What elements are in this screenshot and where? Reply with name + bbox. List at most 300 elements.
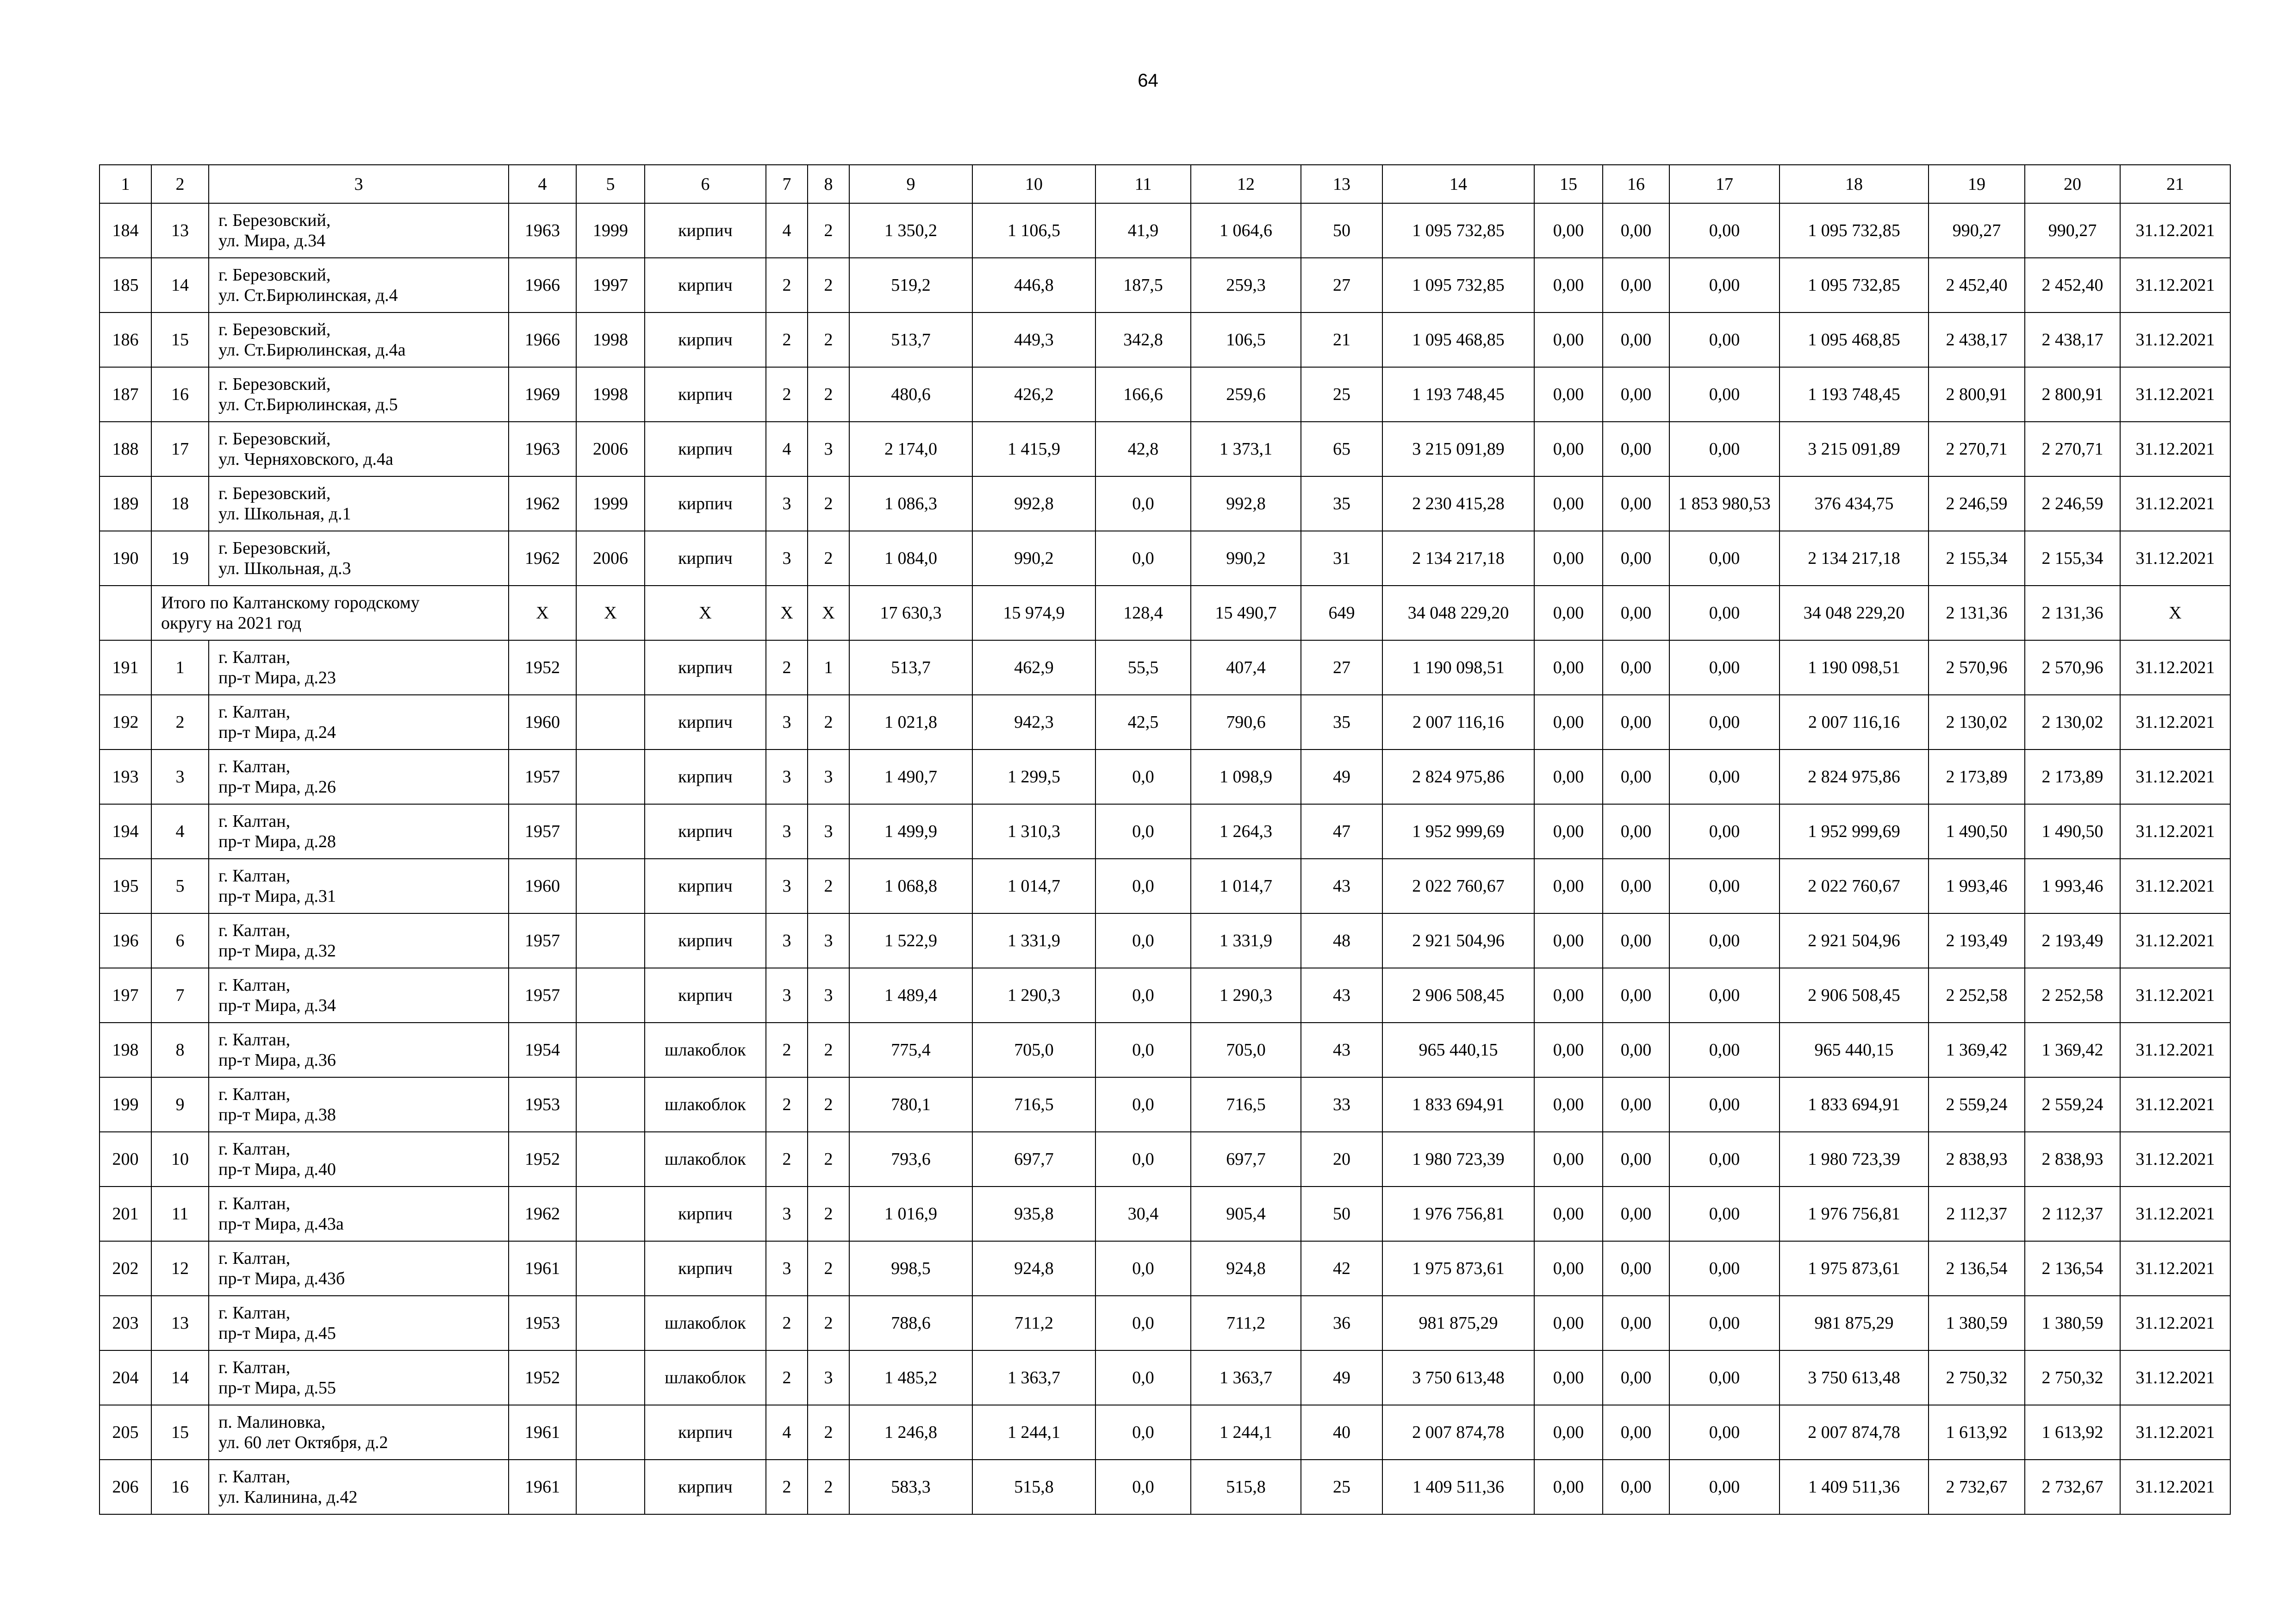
address-street: пр-т Мира, д.36 <box>218 1050 336 1070</box>
address-locality: г. Калтан, <box>218 1085 291 1104</box>
address-street: ул. Ст.Бирюлинская, д.4а <box>218 340 406 360</box>
address-street: ул. Школьная, д.3 <box>218 559 351 578</box>
address-street: пр-т Мира, д.32 <box>218 941 336 961</box>
cell-col-11: 0,0 <box>1095 859 1191 913</box>
row-number-cell: 184 <box>100 203 151 258</box>
cell-col-11: 42,8 <box>1095 422 1191 476</box>
cell-col-8: 2 <box>808 859 849 913</box>
cell-col-5 <box>576 913 645 968</box>
cell-col-6: шлакоблок <box>645 1350 766 1405</box>
address-cell <box>209 1296 509 1350</box>
local-number-cell: 15 <box>151 312 209 367</box>
cell-col-7: 3 <box>766 1187 808 1241</box>
cell-col-19: 2 130,02 <box>1929 695 2025 750</box>
page-number: 64 <box>1138 70 1158 91</box>
cell-col-5 <box>576 1077 645 1132</box>
cell-col-10: 924,8 <box>972 1241 1095 1296</box>
address-locality: г. Калтан, <box>218 1030 291 1049</box>
address-locality: г. Калтан, <box>218 1303 291 1323</box>
cell-col-10: 697,7 <box>972 1132 1095 1187</box>
row-number-cell: 198 <box>100 1023 151 1077</box>
cell-col-4: 1953 <box>509 1077 576 1132</box>
cell-col-16: 0,00 <box>1603 1132 1669 1187</box>
cell-col-11: 0,0 <box>1095 804 1191 859</box>
cell-col-20: 2 246,59 <box>2025 476 2120 531</box>
cell-col-12: 1 244,1 <box>1191 1405 1301 1460</box>
cell-col-11: 0,0 <box>1095 750 1191 804</box>
cell-col-17: 0,00 <box>1669 968 1780 1023</box>
cell-col-20: 2 193,49 <box>2025 913 2120 968</box>
cell-col-7: 3 <box>766 804 808 859</box>
column-number-4: 4 <box>509 165 576 203</box>
table-row <box>100 1296 2230 1350</box>
cell-col-18: 1 980 723,39 <box>1780 1132 1929 1187</box>
row-number-cell: 190 <box>100 531 151 586</box>
cell-col-5: 1997 <box>576 258 645 312</box>
cell-col-14: 1 193 748,45 <box>1382 367 1534 422</box>
cell-col-15: 0,00 <box>1534 640 1603 695</box>
cell-col-11: 187,5 <box>1095 258 1191 312</box>
cell-col-4: 1966 <box>509 258 576 312</box>
table-row <box>100 1187 2230 1241</box>
cell-col-19: 2 193,49 <box>1929 913 2025 968</box>
cell-col-17: 0,00 <box>1669 640 1780 695</box>
address-cell <box>209 476 509 531</box>
cell-col-18: 3 750 613,48 <box>1780 1350 1929 1405</box>
cell-col-7: 3 <box>766 750 808 804</box>
cell-col-13: 25 <box>1301 1460 1382 1514</box>
cell-col-15: 0,00 <box>1534 750 1603 804</box>
table-body <box>100 203 2230 1514</box>
cell-col-20: 2 452,40 <box>2025 258 2120 312</box>
cell-col-7: 2 <box>766 1132 808 1187</box>
cell-col-14: 3 215 091,89 <box>1382 422 1534 476</box>
cell-col-12: 1 098,9 <box>1191 750 1301 804</box>
cell-col-19: 2 246,59 <box>1929 476 2025 531</box>
cell-col-8: 2 <box>808 258 849 312</box>
column-number-10: 10 <box>972 165 1095 203</box>
cell-col-14: 2 824 975,86 <box>1382 750 1534 804</box>
table-row <box>100 367 2230 422</box>
cell-col-9: 780,1 <box>849 1077 972 1132</box>
cell-col-16: 0,00 <box>1603 1460 1669 1514</box>
cell-col-18: 2 134 217,18 <box>1780 531 1929 586</box>
address-cell <box>209 640 509 695</box>
cell-col-10: 1 014,7 <box>972 859 1095 913</box>
cell-col-9: 998,5 <box>849 1241 972 1296</box>
address-street: пр-т Мира, д.28 <box>218 832 336 851</box>
cell-col-20: 990,27 <box>2025 203 2120 258</box>
cell-col-12: 1 264,3 <box>1191 804 1301 859</box>
cell-col-10: 1 106,5 <box>972 203 1095 258</box>
cell-col-8: 2 <box>808 367 849 422</box>
cell-col-6: кирпич <box>645 203 766 258</box>
cell-col-5: 1998 <box>576 367 645 422</box>
cell-col-20: 2 112,37 <box>2025 1187 2120 1241</box>
cell-col-18: 1 409 511,36 <box>1780 1460 1929 1514</box>
cell-col-7: 4 <box>766 203 808 258</box>
column-number-8: 8 <box>808 165 849 203</box>
cell-col-13: 49 <box>1301 1350 1382 1405</box>
total-col-11: 128,4 <box>1095 586 1191 640</box>
cell-col-10: 990,2 <box>972 531 1095 586</box>
row-number-cell: 193 <box>100 750 151 804</box>
cell-col-21: 31.12.2021 <box>2120 203 2230 258</box>
cell-col-12: 1 290,3 <box>1191 968 1301 1023</box>
cell-col-21: 31.12.2021 <box>2120 968 2230 1023</box>
cell-col-13: 20 <box>1301 1132 1382 1187</box>
cell-col-16: 0,00 <box>1603 476 1669 531</box>
cell-col-11: 0,0 <box>1095 1460 1191 1514</box>
cell-col-18: 1 190 098,51 <box>1780 640 1929 695</box>
local-number-cell: 8 <box>151 1023 209 1077</box>
cell-col-10: 1 244,1 <box>972 1405 1095 1460</box>
cell-col-10: 1 363,7 <box>972 1350 1095 1405</box>
cell-col-5 <box>576 640 645 695</box>
cell-col-11: 42,5 <box>1095 695 1191 750</box>
cell-col-18: 1 975 873,61 <box>1780 1241 1929 1296</box>
cell-col-15: 0,00 <box>1534 1296 1603 1350</box>
cell-col-11: 0,0 <box>1095 476 1191 531</box>
cell-col-13: 48 <box>1301 913 1382 968</box>
cell-col-19: 1 369,42 <box>1929 1023 2025 1077</box>
cell-col-17: 0,00 <box>1669 1023 1780 1077</box>
cell-col-5 <box>576 1296 645 1350</box>
address-locality: г. Березовский, <box>218 320 331 339</box>
cell-col-12: 711,2 <box>1191 1296 1301 1350</box>
total-label-line-1: Итого по Калтанскому городскому <box>161 593 420 612</box>
cell-col-19: 1 613,92 <box>1929 1405 2025 1460</box>
total-label-line-2: округу на 2021 год <box>161 613 302 633</box>
total-col-14: 34 048 229,20 <box>1382 586 1534 640</box>
cell-col-13: 27 <box>1301 640 1382 695</box>
cell-col-6: кирпич <box>645 312 766 367</box>
cell-col-18: 3 215 091,89 <box>1780 422 1929 476</box>
address-street: ул. 60 лет Октября, д.2 <box>218 1433 388 1452</box>
cell-col-5: 1998 <box>576 312 645 367</box>
row-number-cell: 199 <box>100 1077 151 1132</box>
cell-col-21: 31.12.2021 <box>2120 367 2230 422</box>
address-street: пр-т Мира, д.55 <box>218 1378 336 1398</box>
cell-col-12: 705,0 <box>1191 1023 1301 1077</box>
cell-col-10: 515,8 <box>972 1460 1095 1514</box>
total-col-9: 17 630,3 <box>849 586 972 640</box>
cell-col-16: 0,00 <box>1603 367 1669 422</box>
cell-col-19: 2 559,24 <box>1929 1077 2025 1132</box>
cell-col-6: кирпич <box>645 968 766 1023</box>
cell-col-5 <box>576 1350 645 1405</box>
cell-col-6: кирпич <box>645 258 766 312</box>
cell-col-7: 2 <box>766 640 808 695</box>
cell-col-8: 2 <box>808 1187 849 1241</box>
cell-col-16: 0,00 <box>1603 258 1669 312</box>
cell-col-7: 3 <box>766 968 808 1023</box>
cell-col-16: 0,00 <box>1603 750 1669 804</box>
cell-col-9: 1 490,7 <box>849 750 972 804</box>
cell-col-8: 2 <box>808 312 849 367</box>
cell-col-9: 480,6 <box>849 367 972 422</box>
cell-col-6: кирпич <box>645 695 766 750</box>
row-number-cell: 191 <box>100 640 151 695</box>
cell-col-14: 3 750 613,48 <box>1382 1350 1534 1405</box>
cell-col-8: 2 <box>808 1077 849 1132</box>
total-col-13: 649 <box>1301 586 1382 640</box>
address-cell <box>209 1132 509 1187</box>
cell-col-21: 31.12.2021 <box>2120 1350 2230 1405</box>
cell-col-4: 1962 <box>509 1187 576 1241</box>
address-locality: г. Калтан, <box>218 1467 291 1487</box>
address-street: пр-т Мира, д.23 <box>218 668 336 687</box>
address-locality: г. Березовский, <box>218 265 331 285</box>
cell-col-17: 1 853 980,53 <box>1669 476 1780 531</box>
cell-col-12: 1 331,9 <box>1191 913 1301 968</box>
cell-col-5 <box>576 750 645 804</box>
table-row <box>100 476 2230 531</box>
cell-col-6: шлакоблок <box>645 1023 766 1077</box>
cell-col-12: 697,7 <box>1191 1132 1301 1187</box>
cell-col-21: 31.12.2021 <box>2120 1132 2230 1187</box>
column-number-3: 3 <box>209 165 509 203</box>
cell-col-12: 515,8 <box>1191 1460 1301 1514</box>
cell-col-21: 31.12.2021 <box>2120 258 2230 312</box>
cell-col-4: 1963 <box>509 203 576 258</box>
cell-col-6: кирпич <box>645 367 766 422</box>
address-locality: г. Калтан, <box>218 1139 291 1159</box>
address-street: пр-т Мира, д.34 <box>218 996 336 1015</box>
cell-col-18: 2 007 874,78 <box>1780 1405 1929 1460</box>
cell-col-4: 1952 <box>509 1132 576 1187</box>
cell-col-5 <box>576 859 645 913</box>
column-number-7: 7 <box>766 165 808 203</box>
table-row <box>100 859 2230 913</box>
address-street: пр-т Мира, д.24 <box>218 723 336 742</box>
cell-col-8: 3 <box>808 1350 849 1405</box>
address-cell <box>209 1460 509 1514</box>
cell-col-18: 1 952 999,69 <box>1780 804 1929 859</box>
column-number-14: 14 <box>1382 165 1534 203</box>
cell-col-9: 1 021,8 <box>849 695 972 750</box>
cell-col-15: 0,00 <box>1534 312 1603 367</box>
cell-col-20: 2 270,71 <box>2025 422 2120 476</box>
cell-col-5 <box>576 1405 645 1460</box>
cell-col-14: 1 409 511,36 <box>1382 1460 1534 1514</box>
address-cell <box>209 1241 509 1296</box>
cell-col-8: 2 <box>808 695 849 750</box>
cell-col-17: 0,00 <box>1669 258 1780 312</box>
cell-col-16: 0,00 <box>1603 804 1669 859</box>
local-number-cell: 5 <box>151 859 209 913</box>
cell-col-8: 3 <box>808 422 849 476</box>
cell-col-17: 0,00 <box>1669 804 1780 859</box>
cell-col-11: 0,0 <box>1095 1077 1191 1132</box>
cell-col-21: 31.12.2021 <box>2120 1241 2230 1296</box>
cell-col-4: 1960 <box>509 695 576 750</box>
cell-col-16: 0,00 <box>1603 640 1669 695</box>
cell-col-17: 0,00 <box>1669 750 1780 804</box>
local-number-cell: 3 <box>151 750 209 804</box>
cell-col-7: 2 <box>766 367 808 422</box>
table-row <box>100 1241 2230 1296</box>
cell-col-7: 2 <box>766 1350 808 1405</box>
total-col-21: X <box>2120 586 2230 640</box>
cell-col-9: 513,7 <box>849 312 972 367</box>
address-cell <box>209 859 509 913</box>
row-number-cell: 205 <box>100 1405 151 1460</box>
cell-col-6: шлакоблок <box>645 1132 766 1187</box>
cell-col-4: 1960 <box>509 859 576 913</box>
address-cell <box>209 422 509 476</box>
cell-col-10: 1 331,9 <box>972 913 1095 968</box>
cell-col-5 <box>576 1241 645 1296</box>
cell-col-4: 1961 <box>509 1241 576 1296</box>
table-row <box>100 531 2230 586</box>
cell-col-19: 1 490,50 <box>1929 804 2025 859</box>
column-number-16: 16 <box>1603 165 1669 203</box>
local-number-cell: 18 <box>151 476 209 531</box>
cell-col-16: 0,00 <box>1603 422 1669 476</box>
cell-col-8: 3 <box>808 804 849 859</box>
cell-col-9: 793,6 <box>849 1132 972 1187</box>
cell-col-10: 1 310,3 <box>972 804 1095 859</box>
address-street: пр-т Мира, д.43а <box>218 1214 344 1234</box>
cell-col-19: 2 173,89 <box>1929 750 2025 804</box>
cell-col-21: 31.12.2021 <box>2120 531 2230 586</box>
total-col-19: 2 131,36 <box>1929 586 2025 640</box>
cell-col-15: 0,00 <box>1534 1132 1603 1187</box>
cell-col-8: 2 <box>808 1241 849 1296</box>
cell-col-15: 0,00 <box>1534 258 1603 312</box>
cell-col-9: 1 246,8 <box>849 1405 972 1460</box>
cell-col-11: 166,6 <box>1095 367 1191 422</box>
cell-col-6: шлакоблок <box>645 1296 766 1350</box>
cell-col-20: 1 613,92 <box>2025 1405 2120 1460</box>
total-row <box>100 586 2230 640</box>
address-locality: г. Калтан, <box>218 975 291 995</box>
cell-col-4: 1962 <box>509 531 576 586</box>
column-number-20: 20 <box>2025 165 2120 203</box>
cell-col-17: 0,00 <box>1669 1350 1780 1405</box>
address-street: пр-т Мира, д.43б <box>218 1269 345 1288</box>
address-cell <box>209 750 509 804</box>
cell-col-19: 2 155,34 <box>1929 531 2025 586</box>
address-locality: г. Калтан, <box>218 1358 291 1377</box>
cell-col-14: 1 980 723,39 <box>1382 1132 1534 1187</box>
cell-col-21: 31.12.2021 <box>2120 859 2230 913</box>
cell-col-7: 2 <box>766 1460 808 1514</box>
cell-col-16: 0,00 <box>1603 1296 1669 1350</box>
cell-col-7: 3 <box>766 531 808 586</box>
address-cell <box>209 968 509 1023</box>
cell-col-9: 1 016,9 <box>849 1187 972 1241</box>
cell-col-14: 1 095 468,85 <box>1382 312 1534 367</box>
cell-col-14: 1 095 732,85 <box>1382 258 1534 312</box>
cell-col-19: 2 252,58 <box>1929 968 2025 1023</box>
column-number-12: 12 <box>1191 165 1301 203</box>
cell-col-17: 0,00 <box>1669 312 1780 367</box>
cell-col-7: 2 <box>766 1296 808 1350</box>
cell-col-4: 1961 <box>509 1405 576 1460</box>
cell-col-14: 1 952 999,69 <box>1382 804 1534 859</box>
address-cell <box>209 804 509 859</box>
column-number-6: 6 <box>645 165 766 203</box>
cell-col-15: 0,00 <box>1534 203 1603 258</box>
cell-col-14: 2 230 415,28 <box>1382 476 1534 531</box>
cell-col-20: 2 136,54 <box>2025 1241 2120 1296</box>
cell-col-6: кирпич <box>645 422 766 476</box>
cell-col-4: 1961 <box>509 1460 576 1514</box>
local-number-cell: 7 <box>151 968 209 1023</box>
cell-col-11: 0,0 <box>1095 913 1191 968</box>
total-col-10: 15 974,9 <box>972 586 1095 640</box>
cell-col-15: 0,00 <box>1534 1460 1603 1514</box>
cell-col-19: 990,27 <box>1929 203 2025 258</box>
address-locality: г. Березовский, <box>218 429 331 449</box>
cell-col-21: 31.12.2021 <box>2120 1460 2230 1514</box>
cell-col-20: 1 380,59 <box>2025 1296 2120 1350</box>
cell-col-6: кирпич <box>645 913 766 968</box>
cell-col-7: 2 <box>766 1023 808 1077</box>
total-col-16: 0,00 <box>1603 586 1669 640</box>
column-number-2: 2 <box>151 165 209 203</box>
row-number-cell: 196 <box>100 913 151 968</box>
local-number-cell: 2 <box>151 695 209 750</box>
cell-col-20: 2 438,17 <box>2025 312 2120 367</box>
address-cell <box>209 531 509 586</box>
address-cell <box>209 1077 509 1132</box>
column-number-5: 5 <box>576 165 645 203</box>
cell-col-6: кирпич <box>645 1460 766 1514</box>
address-locality: г. Калтан, <box>218 757 291 776</box>
cell-col-16: 0,00 <box>1603 531 1669 586</box>
cell-col-17: 0,00 <box>1669 859 1780 913</box>
local-number-cell: 15 <box>151 1405 209 1460</box>
row-number-cell: 200 <box>100 1132 151 1187</box>
column-number-19: 19 <box>1929 165 2025 203</box>
cell-col-11: 0,0 <box>1095 1405 1191 1460</box>
cell-col-7: 3 <box>766 859 808 913</box>
address-street: пр-т Мира, д.45 <box>218 1324 336 1343</box>
table-row <box>100 750 2230 804</box>
table-row <box>100 203 2230 258</box>
total-col-5: X <box>576 586 645 640</box>
cell-col-4: 1962 <box>509 476 576 531</box>
cell-col-13: 50 <box>1301 203 1382 258</box>
cell-col-13: 27 <box>1301 258 1382 312</box>
header-row <box>100 165 2230 203</box>
local-number-cell: 14 <box>151 258 209 312</box>
cell-col-4: 1969 <box>509 367 576 422</box>
cell-col-8: 2 <box>808 1296 849 1350</box>
cell-col-4: 1966 <box>509 312 576 367</box>
cell-col-10: 449,3 <box>972 312 1095 367</box>
address-locality: г. Калтан, <box>218 1194 291 1213</box>
cell-col-15: 0,00 <box>1534 913 1603 968</box>
cell-col-13: 31 <box>1301 531 1382 586</box>
address-cell <box>209 203 509 258</box>
cell-col-15: 0,00 <box>1534 1023 1603 1077</box>
cell-col-19: 2 570,96 <box>1929 640 2025 695</box>
cell-col-16: 0,00 <box>1603 312 1669 367</box>
total-col-6: X <box>645 586 766 640</box>
cell-col-21: 31.12.2021 <box>2120 913 2230 968</box>
cell-col-16: 0,00 <box>1603 1241 1669 1296</box>
cell-col-21: 31.12.2021 <box>2120 422 2230 476</box>
cell-col-10: 935,8 <box>972 1187 1095 1241</box>
cell-col-9: 2 174,0 <box>849 422 972 476</box>
cell-col-17: 0,00 <box>1669 203 1780 258</box>
local-number-cell: 16 <box>151 1460 209 1514</box>
address-cell <box>209 258 509 312</box>
